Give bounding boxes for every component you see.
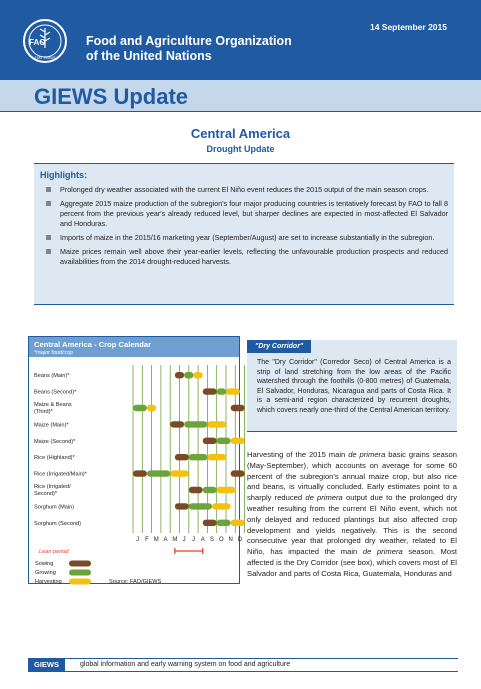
month-label: J — [191, 537, 195, 543]
organization-name — [86, 34, 292, 64]
legend-label: Harvesting — [35, 579, 62, 585]
crop-label: Sorghum (Main) — [34, 504, 75, 511]
month-label: J — [182, 537, 186, 543]
month-label: D — [237, 537, 243, 543]
bullet-square-icon — [46, 249, 51, 254]
sowing-bar — [189, 487, 203, 493]
highlight-item — [40, 233, 448, 243]
dry-corridor-text: The "Dry Corridor" (Corredor Seco) of Central America is a strip of land stretching from the low areas of the Pacific watershed through the foothills (0-800 metres) of Guatemala, El Salvador, Honduras, Nicaragua and parts of Costa Rica. It is a semi-arid region characterized by recurrent droughts, which covers nearly one-third of the Central American territory. — [257, 359, 451, 414]
sowing-bar — [175, 503, 189, 509]
growing-bar — [147, 470, 170, 476]
logo-letter-f: FAO — [29, 38, 46, 47]
highlight-text: Prolonged dry weather associated with the current El Niño event reduces the 2015 output of the main season crops. — [60, 185, 429, 194]
body-text-3: output due to the prolonged dry weather resulting from the current El Niño event, which not only delayed and reduced plantings but also affected crop development and yields negatively. This is the second consecutive year that prolonged dry weather, related to El Niño, has impacted the main — [247, 493, 457, 557]
highlight-text: Aggregate 2015 maize production of the subregion's four major producing countries is tentatively forecast by FAO to fall 8 percent from the previous year's already reduced level, but sharper declines are expected in most-affected El Salvador and Honduras. — [60, 199, 448, 228]
page-footer — [28, 658, 458, 672]
month-label: M — [153, 537, 159, 543]
footer-text: global information and early warning system on food and agriculture — [80, 661, 291, 668]
highlights-box — [34, 163, 454, 305]
harvesting-bar — [226, 388, 240, 394]
page-subtitle: Drought Update — [206, 144, 275, 154]
body-text-1: Harvesting of the 2015 main — [247, 450, 346, 459]
org-line1: Food and Agriculture Organization — [86, 34, 292, 48]
body-paragraph — [247, 450, 457, 580]
highlight-text: Imports of maize in the 2015/16 marketing year (September/August) are set to increase substantially in the subregion. — [60, 233, 435, 242]
month-label: J — [136, 537, 140, 543]
month-label: A — [163, 537, 168, 543]
crop-label: Rice (Irrigated/ — [34, 484, 71, 490]
growing-bar — [203, 487, 217, 493]
highlights-heading: Highlights: — [40, 170, 87, 180]
month-label: F — [145, 537, 149, 543]
crop-calendar-note: *major foodcrop — [34, 350, 73, 356]
sowing-bar — [175, 372, 184, 378]
sowing-bar — [231, 405, 245, 411]
month-label: S — [210, 537, 215, 543]
legend-label: Growing — [35, 570, 56, 576]
sowing-bar — [203, 438, 217, 444]
dry-corridor-tag: "Dry Corridor" — [247, 340, 311, 353]
growing-bar — [184, 421, 207, 427]
footer-giews-tag: GIEWS — [28, 659, 65, 671]
harvesting-bar — [217, 487, 236, 493]
harvesting-bar — [193, 372, 202, 378]
body-text-2: basic grains season (May-September), which accounts on average for some 60 percent of the subregion's annual maize crop, but also rice and beans, is virtually concluded. Early estimates point to a sharply reduced — [247, 450, 457, 503]
month-label: A — [200, 537, 205, 543]
highlight-text: Maize prices remain well above their year-earlier levels, reflecting the unfavourable production prospects and reduced availabilities from the 2014 drought-reduced harvests. — [60, 247, 448, 266]
header-banner — [0, 0, 481, 86]
legend-label: Sowing — [35, 561, 54, 567]
growing-bar — [217, 438, 231, 444]
harvesting-bar — [207, 454, 226, 460]
body-emphasis-3: de primera — [362, 547, 403, 557]
sowing-bar — [203, 520, 217, 526]
crop-calendar-title: Central America - Crop Calendar — [34, 340, 152, 349]
bullet-square-icon — [46, 201, 51, 206]
lean-period-label: Lean period — [39, 549, 69, 555]
crop-label: Maize & Beans — [34, 402, 72, 408]
crop-calendar-chart — [29, 357, 243, 585]
crop-label: Rice (Irrigated/Main)* — [34, 471, 87, 478]
growing-bar — [189, 454, 208, 460]
body-emphasis-1: de primera — [348, 450, 386, 459]
bullet-square-icon — [46, 235, 51, 240]
crop-label: Sorghum (Second) — [34, 520, 81, 527]
harvesting-bar — [147, 405, 156, 411]
bullet-square-icon — [46, 187, 51, 192]
legend-swatch — [69, 561, 91, 567]
crop-calendar-header — [29, 337, 239, 357]
sowing-bar — [133, 470, 147, 476]
crop-label-line2: (Third)* — [34, 409, 53, 415]
highlight-item — [40, 185, 448, 195]
legend-swatch — [69, 570, 91, 576]
giews-update-bar — [0, 78, 481, 112]
page-title: Central America — [190, 126, 291, 141]
harvesting-bar — [207, 421, 226, 427]
highlight-item — [40, 199, 448, 229]
dry-corridor-box — [247, 340, 457, 432]
harvesting-bar — [231, 520, 245, 526]
month-label: N — [228, 537, 233, 543]
fao-logo-icon — [22, 18, 68, 64]
sowing-bar — [203, 388, 217, 394]
sowing-bar — [175, 454, 189, 460]
crop-label: Maize (Main)* — [34, 422, 69, 429]
highlight-item — [40, 247, 448, 267]
month-label: M — [172, 537, 178, 543]
crop-label: Maize (Second)* — [34, 438, 76, 445]
body-text-4: season. Most affected is the Dry Corridor (see box), which covers most of El Salvador and parts of Costa Rica, Guatemala, Honduras and — [247, 547, 457, 578]
sowing-bar — [170, 421, 184, 427]
growing-bar — [189, 503, 212, 509]
harvesting-bar — [170, 470, 189, 476]
month-label: O — [219, 537, 224, 543]
growing-bar — [217, 520, 231, 526]
crop-label: Beans (Second)* — [34, 389, 77, 396]
legend-swatch — [69, 579, 91, 585]
crop-label-line2: Second)* — [34, 491, 58, 497]
org-line2: of the United Nations — [86, 49, 212, 63]
harvesting-bar — [231, 438, 245, 444]
crop-label: Rice (Highland)* — [34, 455, 75, 462]
calendar-source: Source: FAO/GIEWS — [109, 579, 162, 585]
crop-calendar-panel — [28, 336, 243, 585]
report-date: 14 September 2015 — [369, 22, 447, 32]
sowing-bar — [231, 470, 245, 476]
harvesting-bar — [212, 503, 231, 509]
body-emphasis-2: de primera — [305, 493, 343, 503]
growing-bar — [133, 405, 147, 411]
crop-label: Beans (Main)* — [34, 373, 70, 380]
growing-bar — [184, 372, 193, 378]
logo-motto: FIAT PANIS — [34, 55, 56, 60]
growing-bar — [217, 388, 226, 394]
report-title: GIEWS Update — [34, 84, 189, 109]
